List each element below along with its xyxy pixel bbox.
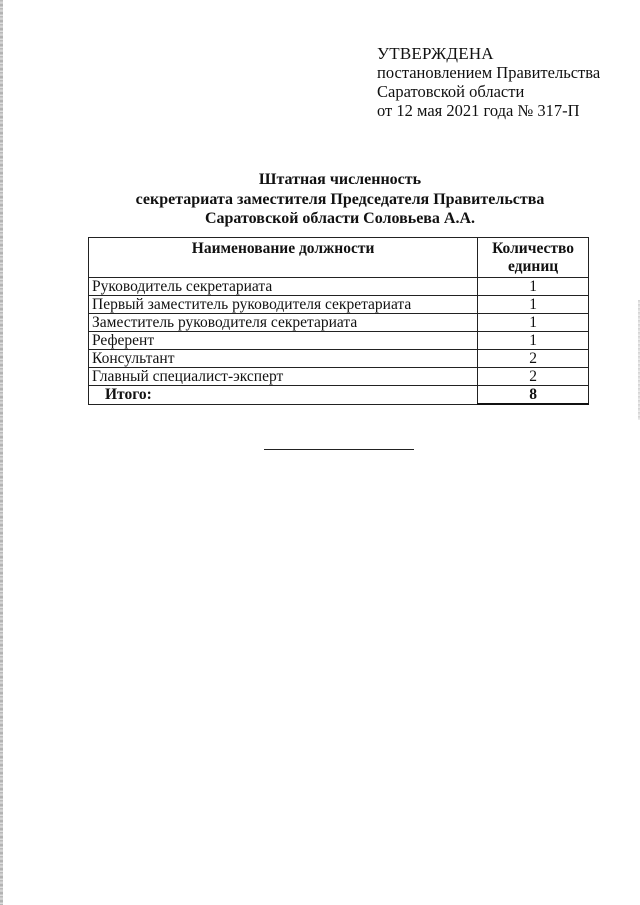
position-name: Референт: [89, 332, 478, 350]
end-of-document-rule: [264, 449, 414, 450]
approval-line-3: от 12 мая 2021 года № 317-П: [377, 101, 580, 120]
approval-stamp: [377, 44, 600, 120]
approval-line-1: постановлением Правительства: [377, 63, 601, 82]
approval-title: УТВЕРЖДЕНА: [377, 44, 494, 63]
position-name: Первый заместитель руководителя секретариата: [89, 296, 478, 314]
document-title: [0, 170, 640, 229]
position-quantity: 1: [478, 332, 589, 350]
position-quantity: 1: [478, 296, 589, 314]
table-row: [89, 368, 589, 386]
header-quantity-line-2: единиц: [507, 258, 559, 275]
table-header-row: [89, 238, 589, 278]
document-title-line-3: Саратовской области Соловьева А.А.: [204, 210, 476, 227]
position-name: Консультант: [89, 350, 478, 368]
table-row: [89, 350, 589, 368]
document-title-line-1: Штатная численность: [258, 171, 422, 188]
table-row: [89, 332, 589, 350]
position-quantity: 1: [478, 278, 589, 296]
position-quantity: 2: [478, 350, 589, 368]
position-name: Заместитель руководителя секретариата: [89, 314, 478, 332]
table-row: [89, 278, 589, 296]
table-row: [89, 314, 589, 332]
staffing-table: [88, 237, 589, 405]
table-row: [89, 296, 589, 314]
total-value: 8: [478, 386, 589, 405]
header-quantity: [478, 238, 589, 278]
total-row: [89, 386, 589, 405]
header-position-name: Наименование должности: [89, 238, 478, 278]
header-quantity-line-1: Количество: [492, 240, 575, 257]
position-quantity: 2: [478, 368, 589, 386]
scan-edge-left: [0, 0, 3, 905]
position-name: Главный специалист-эксперт: [89, 368, 478, 386]
document-title-line-2: секретариата заместителя Председателя Правительства: [135, 190, 545, 208]
approval-line-2: Саратовской области: [377, 82, 525, 101]
position-quantity: 1: [478, 314, 589, 332]
position-name: Руководитель секретариата: [89, 278, 478, 296]
total-label: Итого:: [89, 386, 478, 405]
